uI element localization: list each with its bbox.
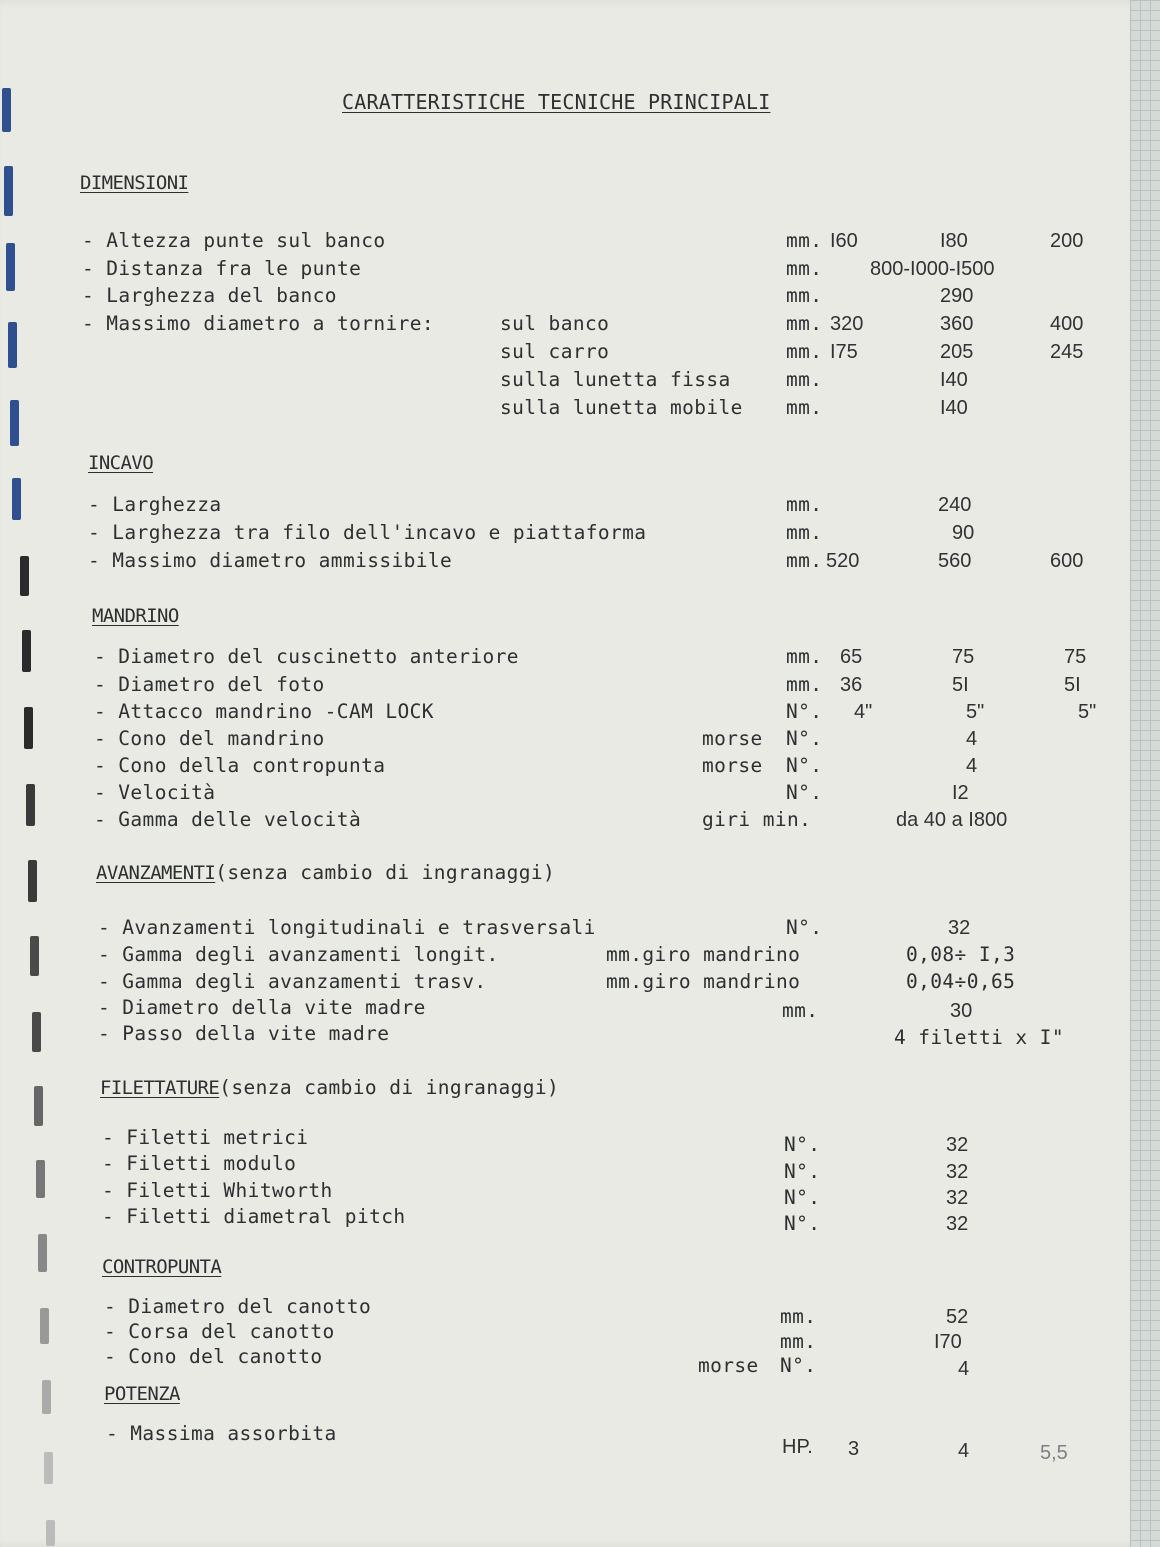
- spec-value-3: 400: [1050, 313, 1084, 335]
- spec-value-3: 5I: [1064, 674, 1081, 696]
- spec-value-2: 5I: [952, 674, 969, 696]
- spec-label: - Cono del mandrino: [94, 727, 325, 750]
- binding-ring: [24, 707, 33, 749]
- section-heading-potenza: POTENZA: [104, 1383, 180, 1405]
- spec-unit: N°.: [786, 754, 823, 777]
- spec-unit: mm.: [786, 549, 823, 572]
- spec-value-3: 245: [1050, 341, 1084, 363]
- spec-value-2: 75: [952, 646, 975, 668]
- spec-unit: mm.: [786, 340, 823, 363]
- spec-value-2: 290: [940, 285, 974, 307]
- section-heading-text: FILETTATURE: [100, 1077, 220, 1099]
- binding-ring: [32, 1012, 41, 1052]
- spec-unit: mm.: [786, 257, 823, 280]
- spec-label: - Gamma degli avanzamenti longit.: [98, 943, 499, 966]
- spec-label: - Massimo diametro a tornire:: [82, 312, 435, 335]
- spec-label: - Attacco mandrino -CAM LOCK: [94, 700, 434, 723]
- section-heading-contropunta: CONTROPUNTA: [102, 1256, 222, 1278]
- spec-value-1: 3: [848, 1438, 860, 1460]
- spec-sublabel: sulla lunetta fissa: [500, 368, 731, 391]
- binding-ring: [20, 556, 29, 596]
- binding-ring: [26, 784, 35, 826]
- spec-unit: HP.: [782, 1436, 813, 1458]
- binding-ring: [38, 1234, 47, 1272]
- spec-label: - Distanza fra le punte: [82, 257, 362, 280]
- page-title: CARATTERISTICHE TECNICHE PRINCIPALI: [342, 90, 771, 114]
- spec-unit: mm.: [786, 521, 823, 544]
- spec-label: - Velocità: [94, 781, 216, 804]
- spec-label: - Gamma degli avanzamenti trasv.: [98, 970, 487, 993]
- binding-spine: [0, 0, 60, 1547]
- spec-label: - Cono della contropunta: [94, 754, 386, 777]
- spec-value-2: I40: [940, 369, 968, 391]
- spec-label: - Filetti diametral pitch: [102, 1205, 406, 1228]
- spec-unit: N°.: [784, 1160, 821, 1183]
- spec-label: - Massima assorbita: [106, 1422, 337, 1445]
- spec-prefix: morse: [698, 1354, 759, 1377]
- spec-label: - Diametro del cuscinetto anteriore: [94, 645, 519, 668]
- spec-label: - Passo della vite madre: [98, 1022, 390, 1045]
- binding-ring: [4, 166, 13, 216]
- spec-label: - Cono del canotto: [104, 1345, 323, 1368]
- binding-ring: [30, 936, 39, 976]
- spec-prefix: morse: [702, 727, 763, 750]
- binding-ring: [44, 1452, 53, 1484]
- spec-value-2: 360: [940, 313, 974, 335]
- binding-ring: [6, 243, 15, 291]
- spec-unit: mm.: [786, 284, 823, 307]
- spec-value-2: I80: [940, 230, 968, 252]
- spec-prefix: morse: [702, 754, 763, 777]
- spec-label: - Avanzamenti longitudinali e trasversali: [98, 916, 596, 939]
- spec-label: - Massimo diametro ammissibile: [88, 549, 453, 572]
- spec-unit: N°.: [784, 1212, 821, 1235]
- section-heading-filettature: [100, 1077, 559, 1099]
- spec-label: - Corsa del canotto: [104, 1320, 335, 1343]
- spec-label: - Gamma delle velocità: [94, 808, 362, 831]
- spec-value-2: 4 filetti x I": [894, 1026, 1064, 1049]
- spec-value-3: 5,5: [1040, 1442, 1068, 1464]
- spec-value-2: 240: [938, 494, 972, 516]
- binding-ring: [34, 1086, 43, 1126]
- spec-unit: mm.: [786, 493, 823, 516]
- spec-value-2: 4: [958, 1440, 970, 1462]
- spec-value-3: 5": [1078, 701, 1097, 723]
- binding-ring: [2, 88, 11, 132]
- spec-value-1: I60: [830, 230, 858, 252]
- spec-value-2: 90: [952, 522, 975, 544]
- spec-value-2: 560: [938, 550, 972, 572]
- spec-unit: N°.: [786, 700, 823, 723]
- spec-value-2: 32: [946, 1134, 969, 1156]
- spec-unit: mm.: [786, 368, 823, 391]
- spec-sublabel: sul banco: [500, 312, 610, 335]
- spec-unit: mm.: [780, 1305, 817, 1328]
- spec-value-2: 0,04÷0,65: [906, 970, 1016, 993]
- binding-ring: [40, 1308, 49, 1344]
- spec-value-2: 5": [966, 701, 985, 723]
- graph-paper-background: [1130, 0, 1160, 1547]
- spec-unit: mm.giro mandrino: [606, 943, 801, 966]
- spec-unit: mm.: [780, 1330, 817, 1353]
- spec-value-2: 30: [950, 1000, 973, 1022]
- spec-unit: mm.: [786, 396, 823, 419]
- spec-unit: N°.: [784, 1133, 821, 1156]
- spec-value-3: 200: [1050, 230, 1084, 252]
- spec-sublabel: sulla lunetta mobile: [500, 396, 743, 419]
- spec-value-1: 4": [854, 701, 873, 723]
- spec-value-1: I75: [830, 341, 858, 363]
- spec-value-2: I2: [952, 782, 969, 804]
- spec-value-2: 32: [946, 1161, 969, 1183]
- section-heading-incavo: INCAVO: [88, 452, 154, 474]
- spec-value-2: 4: [966, 755, 978, 777]
- spec-sublabel: sul carro: [500, 340, 610, 363]
- spec-unit: mm.: [786, 312, 823, 335]
- spec-unit: N°.: [784, 1186, 821, 1209]
- spec-value-3: 75: [1064, 646, 1087, 668]
- spec-unit: N°.: [786, 781, 823, 804]
- spec-label: - Filetti metrici: [102, 1126, 309, 1149]
- spec-label: - Diametro della vite madre: [98, 996, 426, 1019]
- spec-unit: mm.: [786, 673, 823, 696]
- spec-unit: giri min.: [702, 808, 812, 831]
- spec-unit: mm.: [786, 229, 823, 252]
- binding-ring: [12, 478, 21, 520]
- spec-label: - Altezza punte sul banco: [82, 229, 386, 252]
- spec-value-3: 600: [1050, 550, 1084, 572]
- spec-unit: N°.: [780, 1354, 817, 1377]
- spec-value-2: I70: [934, 1331, 962, 1353]
- spec-value-2: 0,08÷ I,3: [906, 943, 1016, 966]
- section-heading-note: (senza cambio di ingranaggi): [215, 861, 556, 884]
- spec-value-2: 4: [966, 728, 978, 750]
- spec-value-1: 320: [830, 313, 864, 335]
- spec-label: - Filetti modulo: [102, 1152, 297, 1175]
- spec-label: - Larghezza tra filo dell'incavo e piattaforma: [88, 521, 647, 544]
- spec-unit: mm.giro mandrino: [606, 970, 801, 993]
- spec-label: - Larghezza: [88, 493, 222, 516]
- spec-unit: mm.: [782, 999, 819, 1022]
- spec-label: - Larghezza del banco: [82, 284, 337, 307]
- binding-ring: [22, 630, 31, 672]
- spec-unit: N°.: [786, 727, 823, 750]
- spec-value-2: 800-I000-I500: [870, 258, 995, 280]
- section-heading-mandrino: MANDRINO: [92, 605, 179, 627]
- section-heading-text: AVANZAMENTI: [96, 862, 216, 884]
- spec-label: - Diametro del canotto: [104, 1295, 372, 1318]
- spec-value-2: 32: [948, 917, 971, 939]
- spec-label: - Filetti Whitworth: [102, 1179, 333, 1202]
- spec-value-2: 205: [940, 341, 974, 363]
- spec-value-2: da 40 a I800: [896, 809, 1008, 831]
- spec-value-2: I40: [940, 397, 968, 419]
- binding-ring: [10, 400, 19, 446]
- spec-value-2: 52: [946, 1306, 969, 1328]
- spec-value-1: 520: [826, 550, 860, 572]
- spec-value-2: 32: [946, 1213, 969, 1235]
- binding-ring: [8, 322, 17, 368]
- spec-unit: N°.: [786, 916, 823, 939]
- spec-value-2: 4: [958, 1358, 970, 1380]
- spec-unit: mm.: [786, 645, 823, 668]
- binding-ring: [36, 1160, 45, 1198]
- spec-value-1: 36: [840, 674, 863, 696]
- section-heading-avanzamenti: [96, 862, 555, 884]
- spec-label: - Diametro del foto: [94, 673, 325, 696]
- section-heading-dimensioni: DIMENSIONI: [80, 172, 189, 194]
- binding-ring: [42, 1380, 51, 1414]
- binding-ring: [28, 860, 37, 902]
- spec-value-2: 32: [946, 1187, 969, 1209]
- spec-value-1: 65: [840, 646, 863, 668]
- binding-ring: [46, 1520, 55, 1546]
- section-heading-note: (senza cambio di ingranaggi): [219, 1076, 560, 1099]
